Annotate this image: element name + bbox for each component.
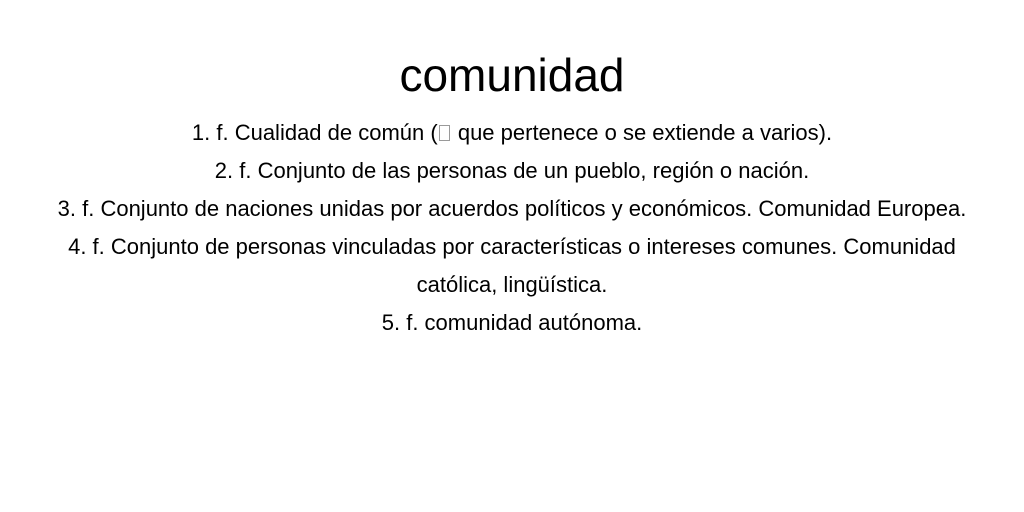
definition-1-suffix: que pertenece o se extiende a varios). bbox=[451, 120, 833, 145]
definition-2: 2. f. Conjunto de las personas de un pueblo, región o nación. bbox=[214, 158, 810, 183]
headword: comunidad bbox=[399, 49, 625, 101]
definition-1-prefix: 1. f. Cualidad de común ( bbox=[191, 120, 438, 145]
definition-list bbox=[32, 114, 992, 342]
definition-3: 3. f. Conjunto de naciones unidas por acuerdos políticos y económicos. Comunidad Europea. bbox=[57, 196, 967, 221]
definition-1 bbox=[32, 114, 992, 152]
missing-glyph-icon bbox=[439, 125, 450, 141]
definition-4: 4. f. Conjunto de personas vinculadas por características o intereses comunes. Comunidad católica, lingüística. bbox=[68, 234, 956, 297]
definition-5: 5. f. comunidad autónoma. bbox=[381, 310, 643, 335]
